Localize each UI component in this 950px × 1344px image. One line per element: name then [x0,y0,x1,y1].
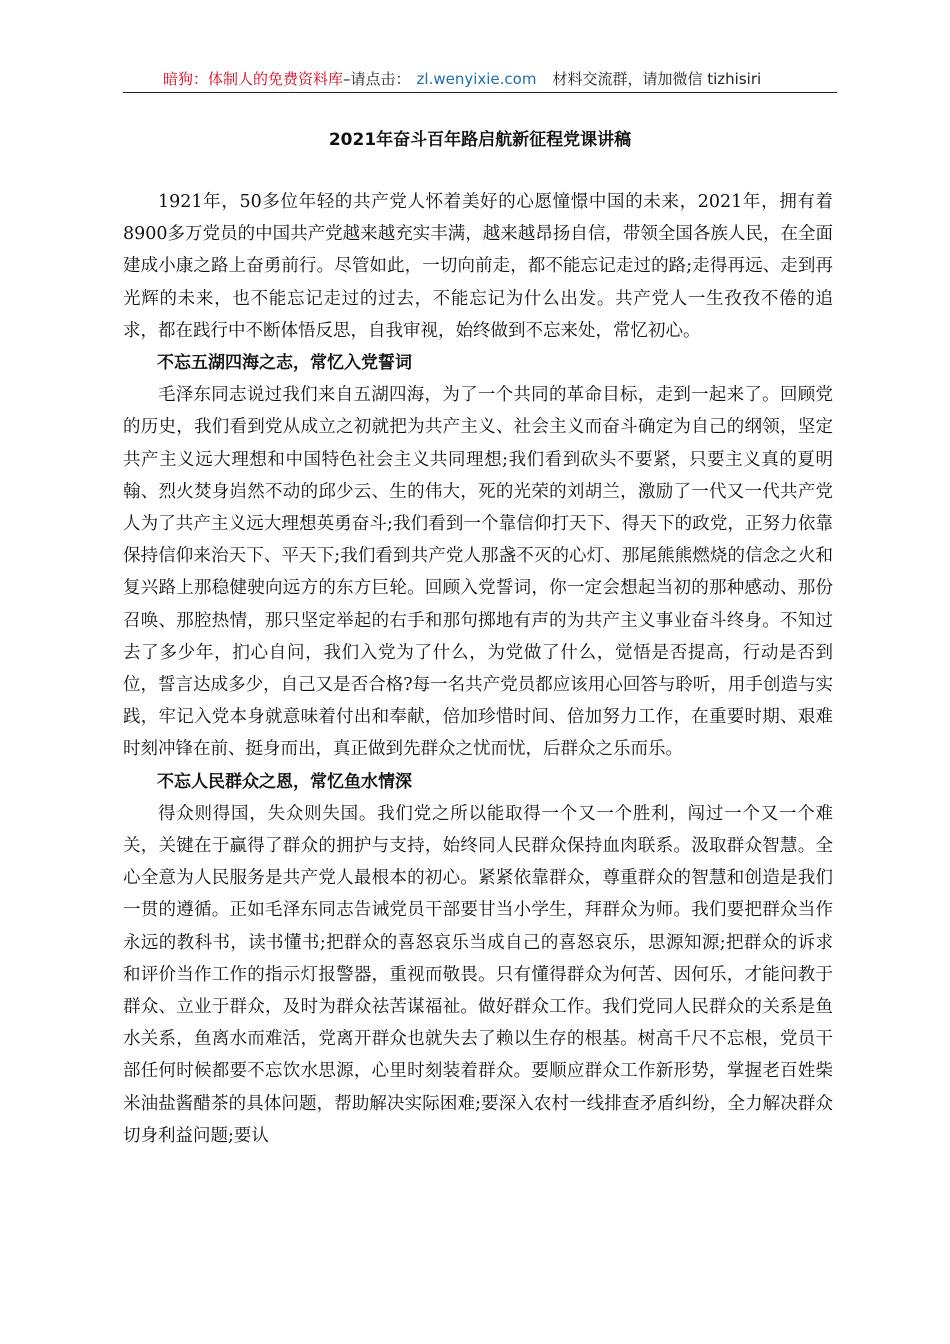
section-paragraph-1: 毛泽东同志说过我们来自五湖四海，为了一个共同的革命目标，走到一起来了。回顾党的历史，我们看到党从成立之初就把为共产主义、社会主义而奋斗确定为自己的纲领，坚定共产主义远大理想和中国特色社会主义共同理想;我们看到砍头不要紧，只要主义真的夏明翰、烈火焚身岿然不动的邱少云、生的伟大，死的光荣的刘胡兰，激励了一代又一代共产党人为了共产主义远大理想英勇奋斗;我们看到一个靠信仰打天下、得天下的政党，正努力依靠保持信仰来治天下、平天下;我们看到共产党人那盏不灭的心灯、那尾熊熊燃烧的信念之火和复兴路上那稳健驶向远方的东方巨轮。回顾入党誓词，你一定会想起当初的那种感动、那份召唤、那腔热情，那只坚定举起的右手和那句掷地有声的为共产主义事业奋斗终身。不知过去了多少年，扪心自问，我们入党为了什么，为党做了什么，觉悟是否提高，行动是否到位，誓言达成多少，自己又是否合格?每一名共产党员都应该用心回答与聆听，用手创造与实践，牢记入党本身就意味着付出和奉献，倍加珍惜时间、倍加努力工作，在重要时期、艰难时刻冲锋在前、挺身而出，真正做到先群众之忧而忧，后群众之乐而乐。 [123,385,833,760]
section-heading-1: 不忘五湖四海之志，常忆入党誓词 [157,353,412,374]
header-contact: 材料交流群，请加微信 tizhisiri [552,70,762,88]
document-body [123,186,833,1152]
page-header [123,66,837,93]
header-brand: 暗狗：体制人的免费资料库 [163,70,344,88]
intro-paragraph: 1921年，50多位年轻的共产党人怀着美好的心愿憧憬中国的未来，2021年，拥有着8900多万党员的中国共产党越来越充实丰满，越来越昂扬自信，带领全国各族人民，在全面建成小康之路上奋勇前行。尽管如此，一切向前走，都不能忘记走过的路;走得再远、走到再光辉的未来，也不能忘记走过的过去，不能忘记为什么出发。共产党人一生孜孜不倦的追求，都在践行中不断体悟反思，自我审视，始终做到不忘来处，常忆初心。 [123,192,833,341]
header-prompt: –请点击： [343,70,411,88]
document-title: 2021年奋斗百年路启航新征程党课讲稿 [328,130,632,150]
header-url-link[interactable]: zl.wenyixie.com [416,70,537,88]
section-heading-2: 不忘人民群众之恩，常忆鱼水情深 [157,771,412,792]
section-paragraph-2: 得众则得国，失众则失国。我们党之所以能取得一个又一个胜利，闯过一个又一个难关，关键在于赢得了群众的拥护与支持，始终同人民群众保持血肉联系。汲取群众智慧。全心全意为人民服务是共产党人最根本的初心。紧紧依靠群众，尊重群众的智慧和创造是我们一贯的遵循。正如毛泽东同志告诫党员干部要甘当小学生，拜群众为师。我们要把群众当作永远的教科书，读书懂书;把群众的喜怒哀乐当成自己的喜怒哀乐，思源知源;把群众的诉求和评价当作工作的指示灯报警器，重视而敬畏。只有懂得群众为何苦、因何乐，才能问教于群众、立业于群众，及时为群众祛苦谋福祉。做好群众工作。我们党同人民群众的关系是鱼水关系，鱼离水而难活，党离开群众也就失去了赖以生存的根基。树高千尺不忘根，党员干部任何时候都要不忘饮水思源，心里时刻装着群众。要顺应群众工作新形势，掌握老百姓柴米油盐酱醋茶的具体问题，帮助解决实际困难;要深入农村一线排查矛盾纠纷，全力解决群众切身利益问题;要认 [123,803,833,1146]
